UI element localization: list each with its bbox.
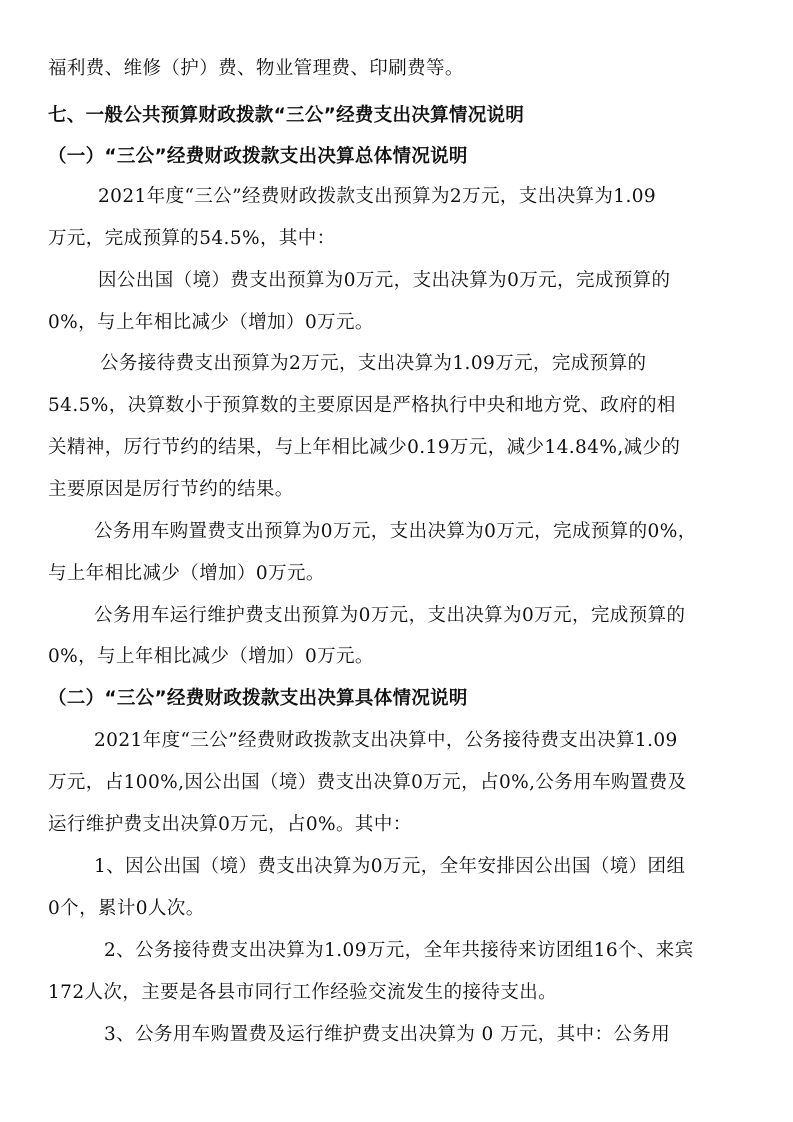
subsection-heading: （一）“三公”经费财政拨款支出决算总体情况说明: [48, 146, 468, 167]
paragraph-line: 万元，占100%,因公出国（境）费支出决算0万元，占0%,公务用车购置费及: [48, 772, 687, 793]
paragraph-line: 1、因公出国（境）费支出决算为0万元，全年安排因公出国（境）团组: [94, 856, 686, 877]
subsection-heading: （二）“三公”经费财政拨款支出决算具体情况说明: [48, 688, 468, 709]
paragraph-line: 0个，累计0人次。: [48, 898, 205, 919]
paragraph-line: 公务用车购置费支出预算为0万元，支出决算为0万元，完成预算的0%，: [94, 521, 697, 542]
paragraph-line: 与上年相比减少（增加）0万元。: [48, 563, 325, 584]
paragraph-line: 2021年度“三公”经费财政拨款支出预算为2万元，支出决算为1.09: [98, 186, 657, 207]
paragraph-line: 万元，完成预算的54.5%，其中：: [48, 228, 336, 249]
paragraph-line: 0%，与上年相比减少（增加）0万元。: [48, 646, 374, 667]
section-heading: 七、一般公共预算财政拨款“三公”经费支出决算情况说明: [48, 105, 525, 126]
paragraph-line: 54.5%，决算数小于预算数的主要原因是严格执行中央和地方党、政府的相: [48, 395, 676, 416]
paragraph-line: 0%，与上年相比减少（增加）0万元。: [48, 312, 374, 333]
paragraph-line: 主要原因是厉行节约的结果。: [48, 479, 294, 500]
paragraph-line: 172人次，主要是各县市同行工作经验交流发生的接待支出。: [48, 982, 558, 1003]
paragraph-line: 2021年度“三公”经费财政拨款支出决算中，公务接待费支出决算1.09: [94, 730, 678, 751]
paragraph-line: 关精神，厉行节约的结果，与上年相比减少0.19万元，减少14.84%,减少的: [48, 437, 681, 458]
paragraph-line: 2、公务接待费支出决算为1.09万元，全年共接待来访团组16个、来宾: [104, 940, 694, 961]
paragraph-line: 运行维护费支出决算0万元，占0%。其中：: [48, 814, 412, 835]
paragraph-line: 公务接待费支出预算为2万元，支出决算为1.09万元，完成预算的: [100, 353, 647, 374]
paragraph-line: 福利费、维修（护）费、物业管理费、印刷费等。: [48, 58, 464, 79]
paragraph-line: 3、公务用车购置费及运行维护费支出决算为 0 万元，其中：公务用: [104, 1024, 671, 1045]
paragraph-line: 因公出国（境）费支出预算为0万元，支出决算为0万元，完成预算的: [98, 270, 671, 291]
paragraph-line: 公务用车运行维护费支出预算为0万元，支出决算为0万元，完成预算的: [94, 605, 686, 626]
